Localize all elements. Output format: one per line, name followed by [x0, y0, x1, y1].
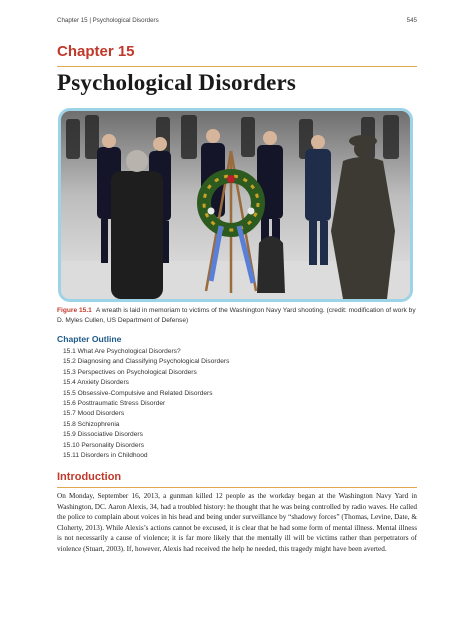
running-header	[57, 17, 417, 27]
wreath-ceremony-photo-icon	[61, 111, 410, 299]
chapter-divider	[57, 66, 417, 67]
chapter-label: Chapter 15	[57, 43, 135, 60]
running-header-title: Chapter 15 | Psychological Disorders	[57, 17, 159, 24]
outline-item: 15.11 Disorders in Childhood	[63, 452, 148, 460]
page-number: 545	[406, 17, 417, 24]
outline-item: 15.9 Dissociative Disorders	[63, 431, 143, 439]
outline-item: 15.2 Diagnosing and Classifying Psychological Disorders	[63, 358, 230, 366]
chapter-outline-list	[63, 347, 229, 461]
figure-photo	[58, 108, 413, 302]
introduction-paragraph: On Monday, September 16, 2013, a gunman killed 12 people as the workday began at the Washington Navy Yard in Washington, DC. Aaron Alexis, 34, had a troubled history: he thought that he was being controlled by radio waves. He called the police to complain about voices in his head and being under surveillance by “shadowy forces” (Thomas, Levine, Date, & Cloherty, 2013). While Alexis’s actions cannot be excused, it is clear that he had some form of mental illness. Mental illness is not necessarily a cause of violence; it is far more likely that the mentally ill will be victims rather than perpetrators of violence (Stuart, 2003). If, however, Alexis had received the help he needed, this tragedy might have been averted.	[57, 492, 417, 553]
outline-item: 15.5 Obsessive-Compulsive and Related Disorders	[63, 389, 213, 397]
figure-caption-text: A wreath is laid in memoriam to victims of the Washington Navy Yard shooting. (credit: modification of work by D. Myles Cullen, US Department of Defense)	[57, 307, 416, 324]
figure-caption	[57, 306, 417, 325]
introduction-heading: Introduction	[57, 471, 122, 483]
outline-item: 15.6 Posttraumatic Stress Disorder	[63, 400, 166, 408]
outline-item: 15.10 Personality Disorders	[63, 441, 144, 449]
outline-item: 15.3 Perspectives on Psychological Disorders	[63, 368, 197, 376]
outline-item: 15.7 Mood Disorders	[63, 410, 125, 418]
chapter-outline-heading: Chapter Outline	[57, 334, 122, 344]
introduction-divider	[57, 487, 417, 488]
outline-item: 15.1 What Are Psychological Disorders?	[63, 348, 181, 355]
figure-label: Figure 15.1	[57, 307, 92, 314]
outline-item: 15.8 Schizophrenia	[63, 420, 120, 428]
outline-item: 15.4 Anxiety Disorders	[63, 379, 129, 387]
chapter-title: Psychological Disorders	[57, 70, 297, 95]
